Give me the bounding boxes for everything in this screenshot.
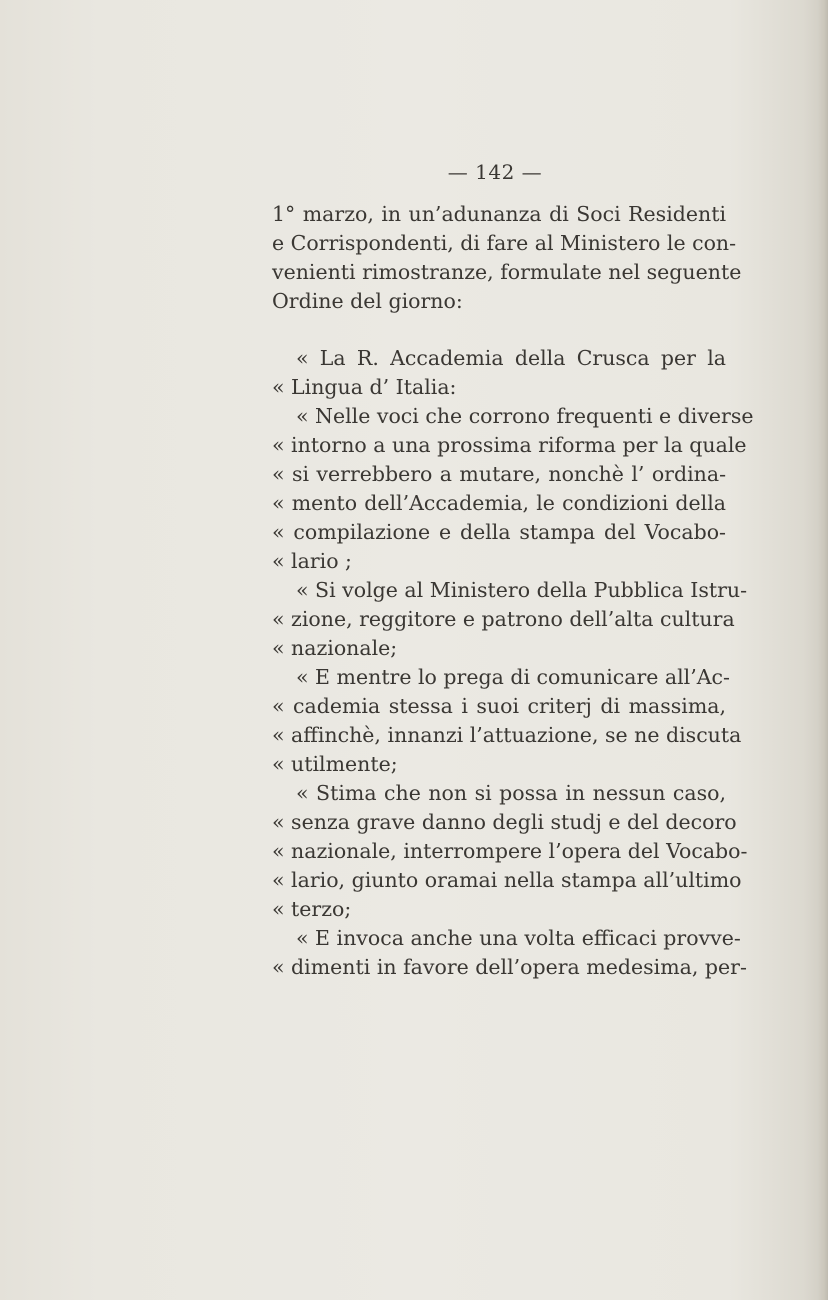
text-line: venienti rimostranze, formulate nel seguente [272, 260, 742, 284]
text-line: « Si volge al Ministero della Pubblica Istru- [296, 578, 748, 602]
text-line: « compilazione e della stampa del Vocabo- [272, 520, 726, 544]
text-line: « nazionale, interrompere l’opera del Vocabo- [272, 839, 748, 863]
text-line: e Corrispondenti, di fare al Ministero le con- [272, 231, 737, 255]
body-text [272, 200, 754, 982]
text-line: « si verrebbero a mutare, nonchè l’ ordina- [272, 462, 726, 486]
text-line: « utilmente; [272, 752, 398, 776]
text-line: 1° marzo, in un’adunanza di Soci Residenti [272, 202, 726, 226]
text-line: « affinchè, innanzi l’attuazione, se ne discuta [272, 723, 742, 747]
text-line: « E mentre lo prega di comunicare all’Ac- [296, 665, 730, 689]
page-number: — 142 — [447, 160, 543, 184]
text-line: « lario ; [272, 549, 352, 573]
text-line: « nazionale; [272, 636, 398, 660]
text-line: « Lingua d’ Italia: [272, 375, 457, 399]
text-line: « senza grave danno degli studj e del decoro [272, 810, 737, 834]
text-line: « lario, giunto oramai nella stampa all’ultimo [272, 868, 742, 892]
text-line: Ordine del giorno: [272, 289, 463, 313]
text-line: « Nelle voci che corrono frequenti e diverse [296, 404, 754, 428]
text-line: « mento dell’Accademia, le condizioni della [272, 491, 726, 515]
text-line: « terzo; [272, 897, 352, 921]
text-line: « La R. Accademia della Crusca per la [296, 346, 726, 370]
text-line: « intorno a una prossima riforma per la quale [272, 433, 747, 457]
text-line: « Stima che non si possa in nessun caso, [296, 781, 726, 805]
page-edge-shadow [818, 0, 828, 1300]
text-line: « dimenti in favore dell’opera medesima, per- [272, 955, 747, 979]
text-line: « cademia stessa i suoi criterj di massima, [272, 694, 726, 718]
text-line: « E invoca anche una volta efficaci provve- [296, 926, 741, 950]
paragraph-gap [272, 316, 726, 344]
text-line: « zione, reggitore e patrono dell’alta cultura [272, 607, 735, 631]
